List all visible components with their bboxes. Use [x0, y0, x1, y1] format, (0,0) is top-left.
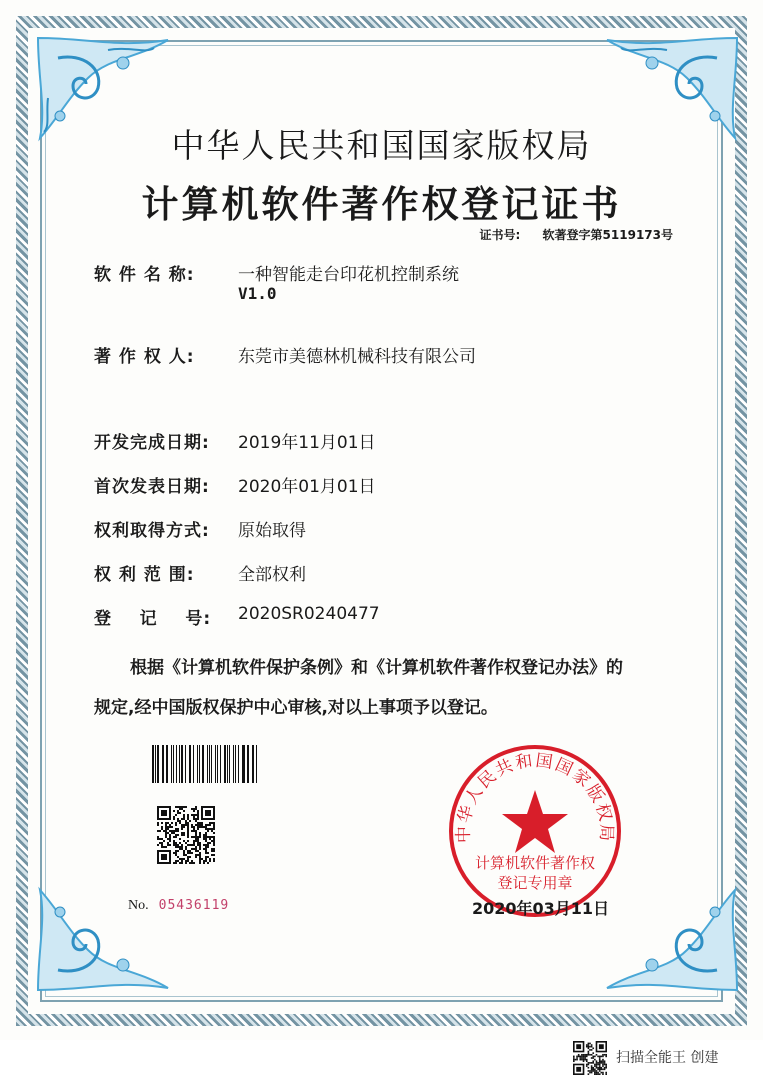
barcode-bar — [163, 745, 164, 783]
barcode-bar — [157, 745, 158, 783]
issue-date: 2020年03月11日 — [472, 899, 610, 918]
barcode-bar — [252, 745, 253, 783]
barcode-bar — [199, 745, 200, 783]
barcode-bar — [247, 745, 248, 783]
field-label: 登 记 号: — [94, 609, 212, 629]
barcode-bar — [207, 745, 208, 783]
barcode — [152, 745, 260, 783]
qr-code — [157, 806, 215, 864]
barcode-bar — [173, 745, 174, 783]
field-value: 2020年01月01日 — [238, 477, 376, 497]
field-label: 权利取得方式: — [94, 521, 210, 541]
field-label: 权 利 范 围: — [94, 565, 195, 585]
barcode-bar — [179, 745, 180, 783]
barcode-bar — [185, 745, 186, 783]
field-completion-date — [94, 428, 376, 453]
field-label: 著 作 权 人: — [94, 347, 195, 367]
statement-line: 规定,经中国版权保护中心审核,对以上事项予以登记。 — [94, 698, 498, 718]
barcode-bar — [229, 745, 230, 783]
barcode-bar — [171, 745, 172, 783]
field-value: 东莞市美德林机械科技有限公司 — [238, 347, 476, 367]
barcode-bar — [197, 745, 198, 783]
barcode-bar — [217, 745, 218, 783]
document-title: 计算机软件著作权登记证书 — [141, 182, 622, 226]
barcode-bar — [162, 745, 163, 783]
barcode-bar — [215, 745, 216, 783]
barcode-bar — [243, 745, 245, 783]
seal-line-2: 登记专用章 — [497, 874, 573, 892]
footer-text: 扫描全能王 创建 — [616, 1050, 719, 1066]
field-registration-number — [94, 604, 380, 629]
barcode-bar — [253, 745, 254, 783]
barcode-bar — [220, 745, 221, 783]
field-software-name — [94, 260, 459, 285]
barcode-bar — [209, 745, 210, 783]
star-icon — [502, 790, 568, 853]
field-label: 开发完成日期: — [94, 433, 210, 453]
field-publication-date — [94, 472, 376, 497]
field-value: 一种智能走台印花机控制系统 — [238, 265, 459, 285]
barcode-bar — [190, 745, 191, 783]
serial-number — [128, 898, 229, 914]
barcode-bar — [233, 745, 234, 783]
statement-line: 根据《计算机软件保护条例》和《计算机软件著作权登记办法》的 — [130, 658, 623, 678]
barcode-bar — [166, 745, 168, 783]
barcode-bar — [211, 745, 212, 783]
seal-line-1: 计算机软件著作权 — [474, 854, 595, 872]
barcode-bar — [202, 745, 204, 783]
field-label: 首次发表日期: — [94, 477, 210, 497]
field-value: 全部权利 — [238, 565, 306, 585]
statement — [94, 648, 694, 728]
field-value: 2020SR0240477 — [238, 604, 380, 624]
barcode-bar — [242, 745, 243, 783]
field-acquisition-method — [94, 516, 306, 541]
barcode-bar — [152, 745, 154, 783]
field-value: 原始取得 — [238, 521, 306, 541]
barcode-bar — [181, 745, 183, 783]
barcode-bar — [155, 745, 156, 783]
barcode-bar — [227, 745, 228, 783]
certificate-number-label: 证书号: — [479, 228, 521, 242]
seal-ring-text: 中华人民共和国国家版权局 — [453, 750, 617, 844]
barcode-bar — [235, 745, 236, 783]
authority-title: 中华人民共和国国家版权局 — [171, 126, 592, 165]
barcode-bar — [256, 745, 257, 783]
certificate-number — [480, 226, 673, 243]
barcode-bar — [176, 745, 177, 783]
scanner-footer — [0, 1040, 763, 1080]
certificate-number-value: 软著登字第5119173号 — [542, 228, 673, 242]
barcode-bar — [193, 745, 194, 783]
field-value: 2019年11月01日 — [238, 433, 376, 453]
footer-qr-code — [573, 1041, 607, 1075]
field-copyright-owner — [94, 342, 476, 367]
serial-value: 05436119 — [158, 898, 230, 913]
field-rights-scope — [94, 560, 306, 585]
barcode-bar — [238, 745, 239, 783]
field-label: 软 件 名 称: — [94, 265, 195, 285]
barcode-bar — [189, 745, 190, 783]
software-version: V1.0 — [238, 284, 277, 303]
serial-prefix: No. — [128, 898, 149, 913]
barcode-bar — [224, 745, 226, 783]
official-seal — [446, 742, 624, 920]
